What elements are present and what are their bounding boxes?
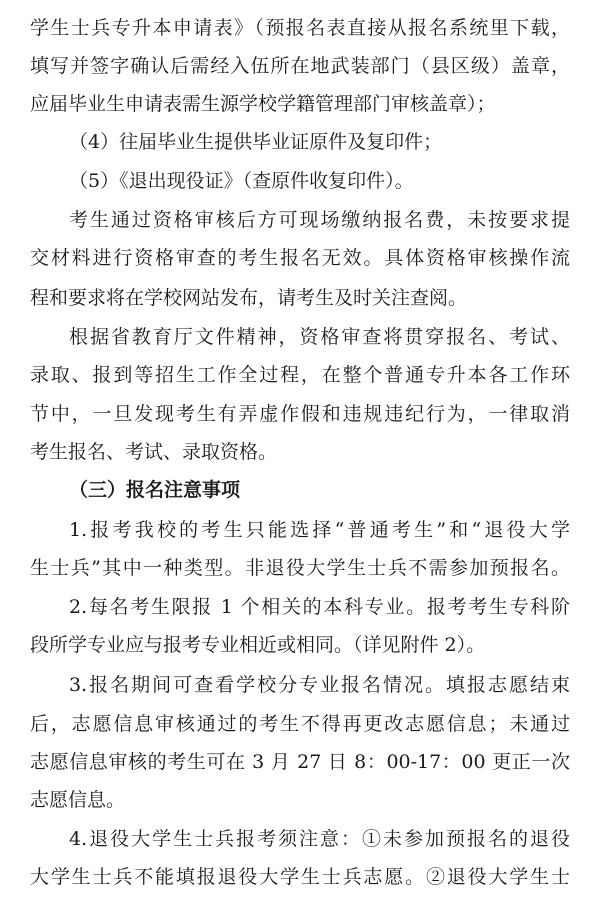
section-heading: （三）报名注意事项	[69, 479, 241, 501]
text-line: （4）往届毕业生提供毕业证原件及复印件；	[69, 131, 443, 153]
text-line: 志愿信息。	[30, 789, 126, 811]
text-line: 生士兵”其中一种类型。非退役大学生士兵不需参加预报名。	[30, 557, 570, 579]
text-line: 4.退役大学生士兵报考须注意：①未参加预报名的退役	[69, 828, 570, 850]
text-line: 段所学专业应与报考专业相近或相同。（详见附件 2）。	[30, 634, 486, 656]
text-line: 填写并签字确认后需经入伍所在地武装部门（县区级）盖章，	[30, 55, 570, 77]
text-line: 考生通过资格审核后方可现场缴纳报名费，未按要求提	[69, 209, 570, 231]
text-line: 志愿信息审核的考生可在 3 月 27 日 8：00-17：00 更正一次	[30, 751, 570, 773]
text-line: 考生报名、考试、录取资格。	[30, 441, 278, 463]
text-line: 节中，一旦发现考生有弄虚作假和违规违纪行为，一律取消	[30, 403, 570, 425]
text-line: 1.报考我校的考生只能选择“普通考生”和“退役大学	[69, 519, 570, 541]
text-line: 2.每名考生限报 1 个相关的本科专业。报考考生专科阶	[69, 596, 570, 618]
text-line: 大学生士兵不能填报退役大学生士兵志愿。②退役大学生士	[30, 866, 570, 888]
text-line: 根据省教育厅文件精神，资格审查将贯穿报名、考试、	[69, 326, 570, 348]
text-line: 程和要求将在学校网站发布，请考生及时关注查阅。	[30, 287, 468, 309]
text-line: （5）《退出现役证》（查原件收复印件）。	[69, 170, 414, 192]
text-line: 应届毕业生申请表需生源学校学籍管理部门审核盖章）；	[30, 93, 496, 115]
text-line: 录取、报到等招生工作全过程，在整个普通专升本各工作环	[30, 364, 570, 386]
text-line: 交材料进行资格审查的考生报名无效。具体资格审核操作流	[30, 247, 570, 269]
text-line: 学生士兵专升本申请表》（预报名表直接从报名系统里下载，	[30, 17, 570, 39]
text-line: 后，志愿信息审核通过的考生不得再更改志愿信息；未通过	[30, 713, 570, 735]
text-line: 3.报名期间可查看学校分专业报名情况。填报志愿结束	[69, 674, 570, 696]
